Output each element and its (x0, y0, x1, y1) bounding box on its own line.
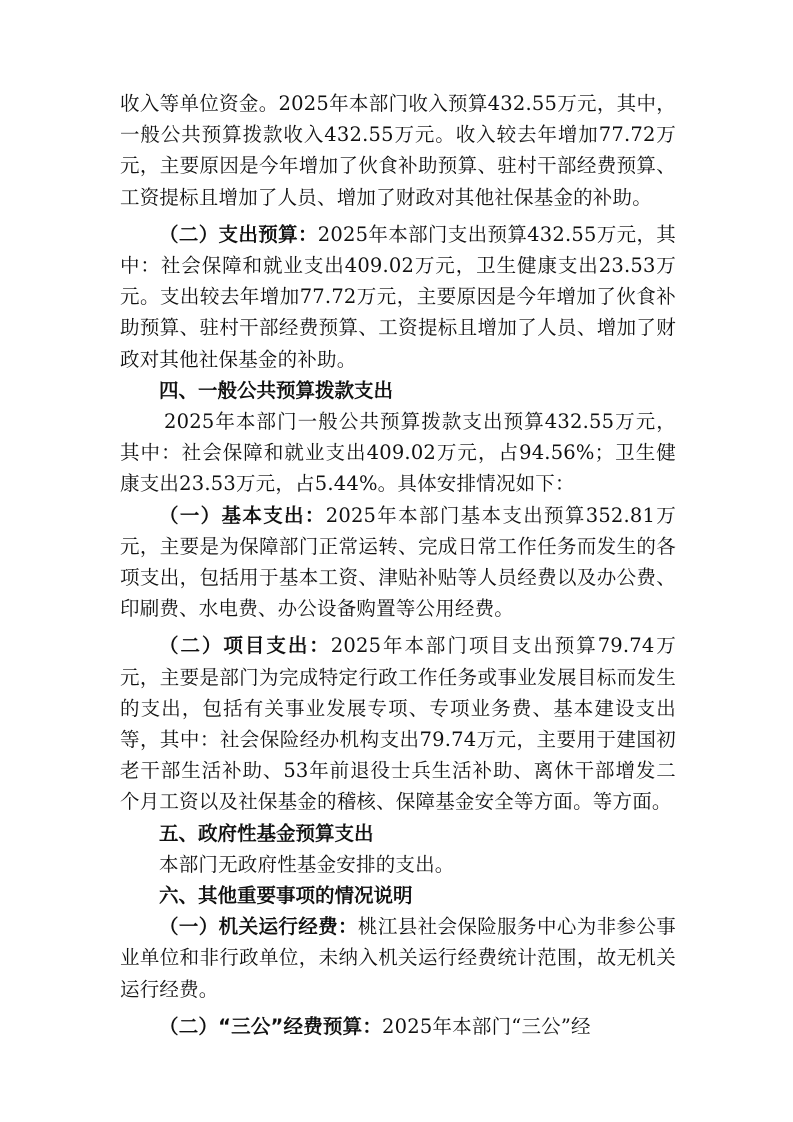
expenditure-budget-lead: （二）支出预算： (159, 222, 318, 246)
paragraph-operating-cost (120, 911, 676, 1005)
section-heading-6: 六、其他重要事项的情况说明 (159, 884, 413, 908)
paragraph-general-budget: 2025年本部门一般公共预算拨款支出预算432.55万元，其中：社会保障和就业支出409.02万元，占94.56%；卫生健康支出23.53万元，占5.44%。具体安排情况如下： (120, 410, 676, 496)
paragraph-project-expenditure (120, 630, 676, 817)
project-expenditure-lead: （二）项目支出： (159, 634, 331, 658)
section-heading-5: 五、政府性基金预算支出 (159, 821, 374, 845)
paragraph-gov-fund: 本部门无政府性基金安排的支出。 (159, 852, 455, 876)
paragraph-basic-expenditure (120, 500, 676, 625)
three-public-body: 2025年本部门“三公”经 (382, 1014, 591, 1038)
operating-cost-lead: （一）机关运行经费： (159, 915, 358, 939)
operating-cost-body: 桃江县社会保险服务中心为非参公事业单位和非行政单位，未纳入机关运行经费统计范围，故无机关运行经费。 (120, 915, 676, 1001)
paragraph-expenditure-budget (120, 219, 676, 375)
basic-expenditure-body: 2025年本部门基本支出预算352.81万元，主要是为保障部门正常运转、完成日常工作任务而发生的各项支出，包括用于基本工资、津贴补贴等人员经费以及办公费、印刷费、水电费、办公设备购置等公用经费。 (120, 503, 676, 621)
project-expenditure-body: 2025年本部门项目支出预算79.74万元，主要是部门为完成特定行政工作任务或事业发展目标而发生的支出，包括有关事业发展专项、专项业务费、基本建设支出等，其中：社会保险经办机构支出79.74万元，主要用于建国初老干部生活补助、53年前退役士兵生活补助、离休干部增发二个月工资以及社保基金的稽核、保障基金安全等方面。等方面。 (120, 634, 676, 814)
paragraph-income-continued: 收入等单位资金。2025年本部门收入预算432.55万元，其中，一般公共预算拨款收入432.55万元。收入较去年增加77.72万元，主要原因是今年增加了伙食补助预算、驻村干部经费预算、工资提标且增加了人员、增加了财政对其他社保基金的补助。 (120, 92, 676, 209)
document-page (120, 88, 676, 1042)
expenditure-budget-body: 2025年本部门支出预算432.55万元，其中：社会保障和就业支出409.02万元，卫生健康支出23.53万元。支出较去年增加77.72万元，主要原因是今年增加了伙食补助预算、驻村干部经费预算、工资提标且增加了人员、增加了财政对其他社保基金的补助。 (120, 222, 676, 371)
section-heading-4: 四、一般公共预算拨款支出 (159, 378, 394, 402)
three-public-lead: （二）“三公”经费预算： (159, 1014, 383, 1038)
paragraph-three-public (120, 1011, 676, 1042)
basic-expenditure-lead: （一）基本支出： (159, 503, 326, 527)
